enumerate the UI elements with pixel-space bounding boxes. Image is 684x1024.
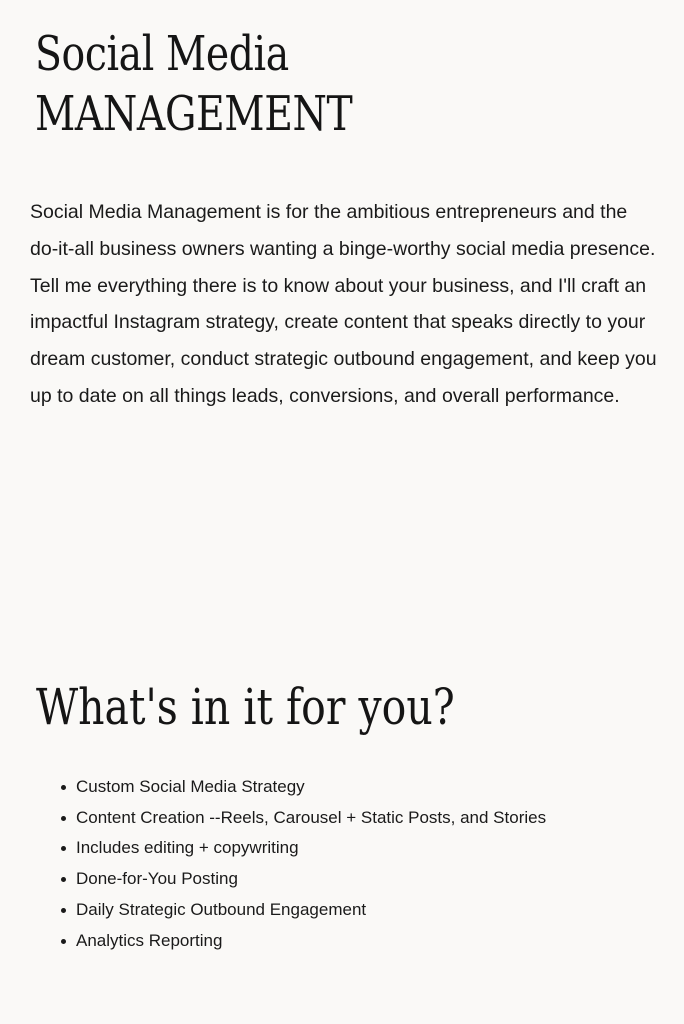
- benefit-item: Includes editing + copywriting: [76, 833, 546, 864]
- benefit-item: Daily Strategic Outbound Engagement: [76, 895, 546, 926]
- benefit-item: Done-for-You Posting: [76, 864, 546, 895]
- page-title-line-1: Social Media: [35, 26, 289, 82]
- benefit-item: Analytics Reporting: [76, 926, 546, 957]
- service-description: Social Media Management is for the ambitious entrepreneurs and the do-it-all business owners wanting a binge-worthy social media presence. Tell me everything there is to know about your business, and I'll craft an impactful Instagram strategy, create content that speaks directly to your dream customer, conduct strategic outbound engagement, and keep you up to date on all things leads, conversions, and overall performance.: [30, 201, 657, 407]
- benefit-item: Custom Social Media Strategy: [76, 772, 546, 803]
- benefits-list: [30, 772, 546, 956]
- benefits-heading: What's in it for you?: [36, 678, 455, 736]
- page-title-line-2: MANAGEMENT: [35, 86, 353, 142]
- benefit-item: Content Creation --Reels, Carousel + Static Posts, and Stories: [76, 803, 546, 834]
